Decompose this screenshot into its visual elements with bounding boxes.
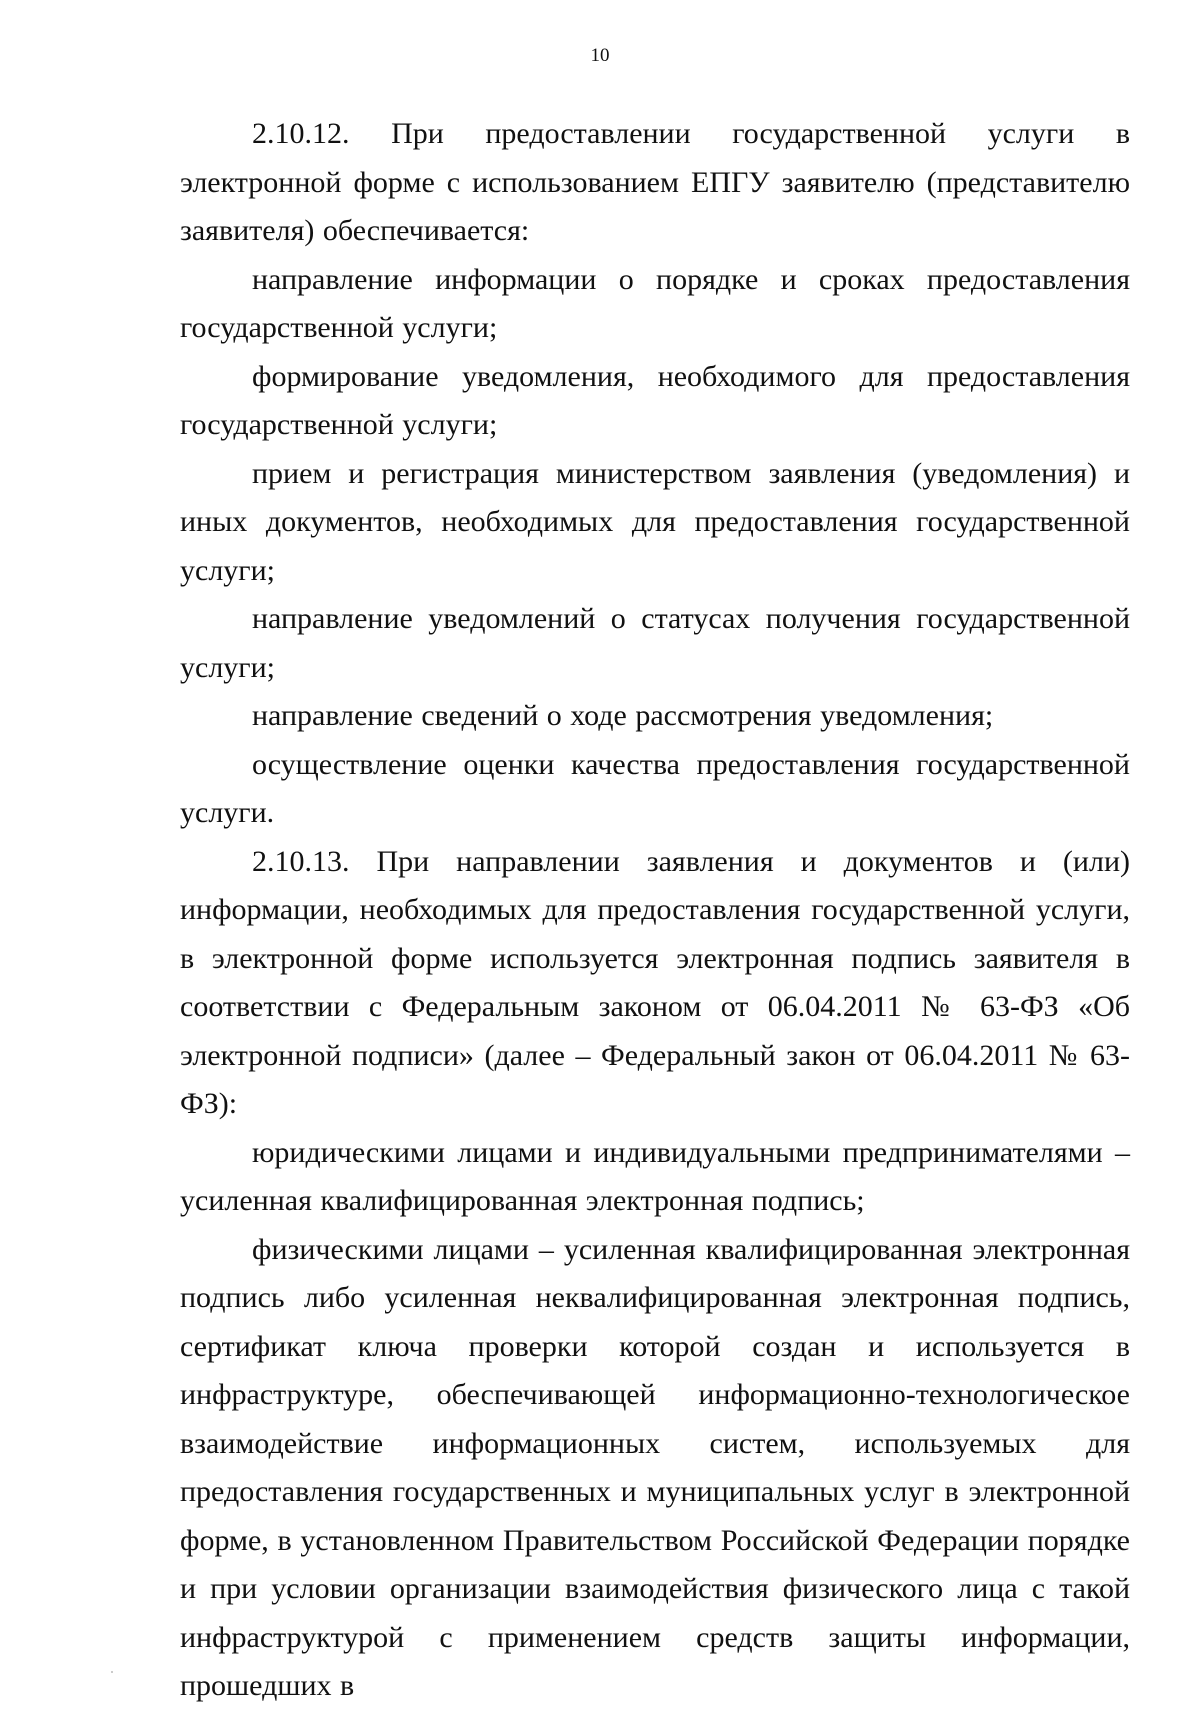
paragraph-2-10-12: 2.10.12. При предоставлении государственной услуги в электронной форме с использованием ЕПГУ заявителю (представителю заявителя) обеспечивается:: [180, 117, 1130, 247]
paragraph-legal-entities: юридическими лицами и индивидуальными предпринимателями – усиленная квалифицированная электронная подпись;: [180, 1135, 1130, 1217]
scan-artifact: [111, 1671, 113, 1673]
paragraph-reception-registration: прием и регистрация министерством заявления (уведомления) и иных документов, необходимых для предоставления государственной услуги;: [180, 456, 1130, 587]
paragraph-quality-assessment: осуществление оценки качества предоставления государственной услуги.: [180, 747, 1130, 829]
paragraph-info-direction: направление информации о порядке и сроках предоставления государственной услуги;: [180, 262, 1130, 344]
paragraph-2-10-13: 2.10.13. При направлении заявления и документов и (или) информации, необходимых для предоставления государственной услуги, в электронной форме используется электронная подпись заявителя в соответствии с Федеральным законом от 06.04.2011 № 63-ФЗ «Об электронной подписи» (далее – Федеральный закон от 06.04.2011 № 63-ФЗ):: [180, 844, 1130, 1120]
paragraph-review-progress: направление сведений о ходе рассмотрения уведомления;: [252, 699, 994, 732]
paragraph-notice-forming: формирование уведомления, необходимого для предоставления государственной услуги;: [180, 359, 1130, 441]
paragraph-individuals: физическими лицами – усиленная квалифицированная электронная подпись либо усиленная неквалифицированная электронная подпись, сертификат ключа проверки которой создан и используется в инфраструктуре, обеспечивающей информационно-технологическое взаимодействие информационных систем, используемых для предоставления государственных и муниципальных услуг в электронной форме, в установленном Правительством Российской Федерации порядке и при условии организации взаимодействия физического лица с такой инфраструктурой с применением средств защиты информации, прошедших в: [180, 1232, 1130, 1702]
document-body: [180, 110, 1130, 1711]
paragraph-status-notifications: направление уведомлений о статусах получения государственной услуги;: [180, 602, 1130, 684]
page-number: 10: [590, 45, 610, 66]
